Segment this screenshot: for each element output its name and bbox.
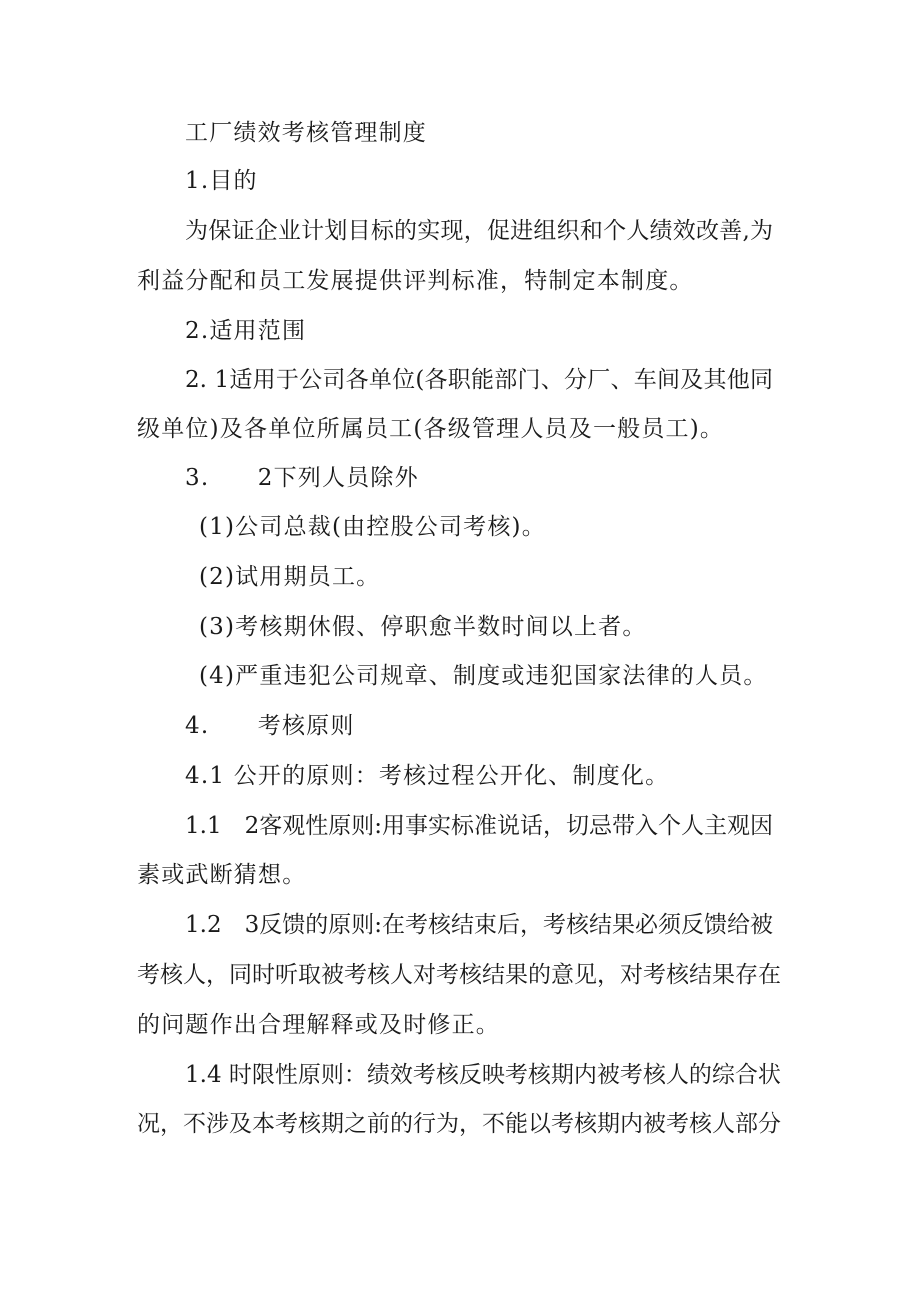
paragraph-line: 利益分配和员工发展提供评判标准，特制定本制度。 [137, 268, 694, 294]
section-heading: 3. 2下列人员除外 [185, 465, 419, 491]
paragraph-line: 1.4 时限性原则：绩效考核反映考核期内被考核人的综合状 [185, 1062, 781, 1088]
document-title: 工厂绩效考核管理制度 [185, 120, 427, 146]
paragraph-line: 的问题作出合理解释或及时修正。 [137, 1012, 500, 1038]
paragraph-line: 况，不涉及本考核期之前的行为，不能以考核期内被考核人部分 [137, 1111, 781, 1137]
paragraph-line: 4.1 公开的原则：考核过程公开化、制度化。 [185, 763, 670, 789]
paragraph-line: 素或武断猜想。 [137, 862, 307, 888]
list-item: (3)考核期休假、停职愈半数时间以上者。 [199, 614, 647, 640]
paragraph-line: 2. 1适用于公司各单位(各职能部门、分厂、车间及其他同 [185, 367, 773, 393]
section-heading: 4. 考核原则 [185, 713, 355, 739]
list-item: (2)试用期员工。 [199, 564, 381, 590]
list-item: (1)公司总裁(由控股公司考核)。 [199, 514, 546, 540]
section-heading: 2.适用范围 [185, 318, 307, 344]
list-item: (4)严重违犯公司规章、制度或违犯国家法律的人员。 [199, 663, 768, 689]
paragraph-line: 1.2 3反馈的原则:在考核结束后，考核结果必须反馈给被 [185, 912, 773, 938]
paragraph-line: 为保证企业计划目标的实现，促进组织和个人绩效改善,为 [185, 218, 773, 244]
paragraph-line: 考核人，同时听取被考核人对考核结果的意见，对考核结果存在 [137, 962, 781, 988]
paragraph-line: 级单位)及各单位所属员工(各级管理人员及一般员工)。 [137, 416, 725, 442]
section-heading: 1.目的 [185, 168, 258, 194]
paragraph-line: 1.1 2客观性原则:用事实标准说话，切忌带入个人主观因 [185, 813, 773, 839]
